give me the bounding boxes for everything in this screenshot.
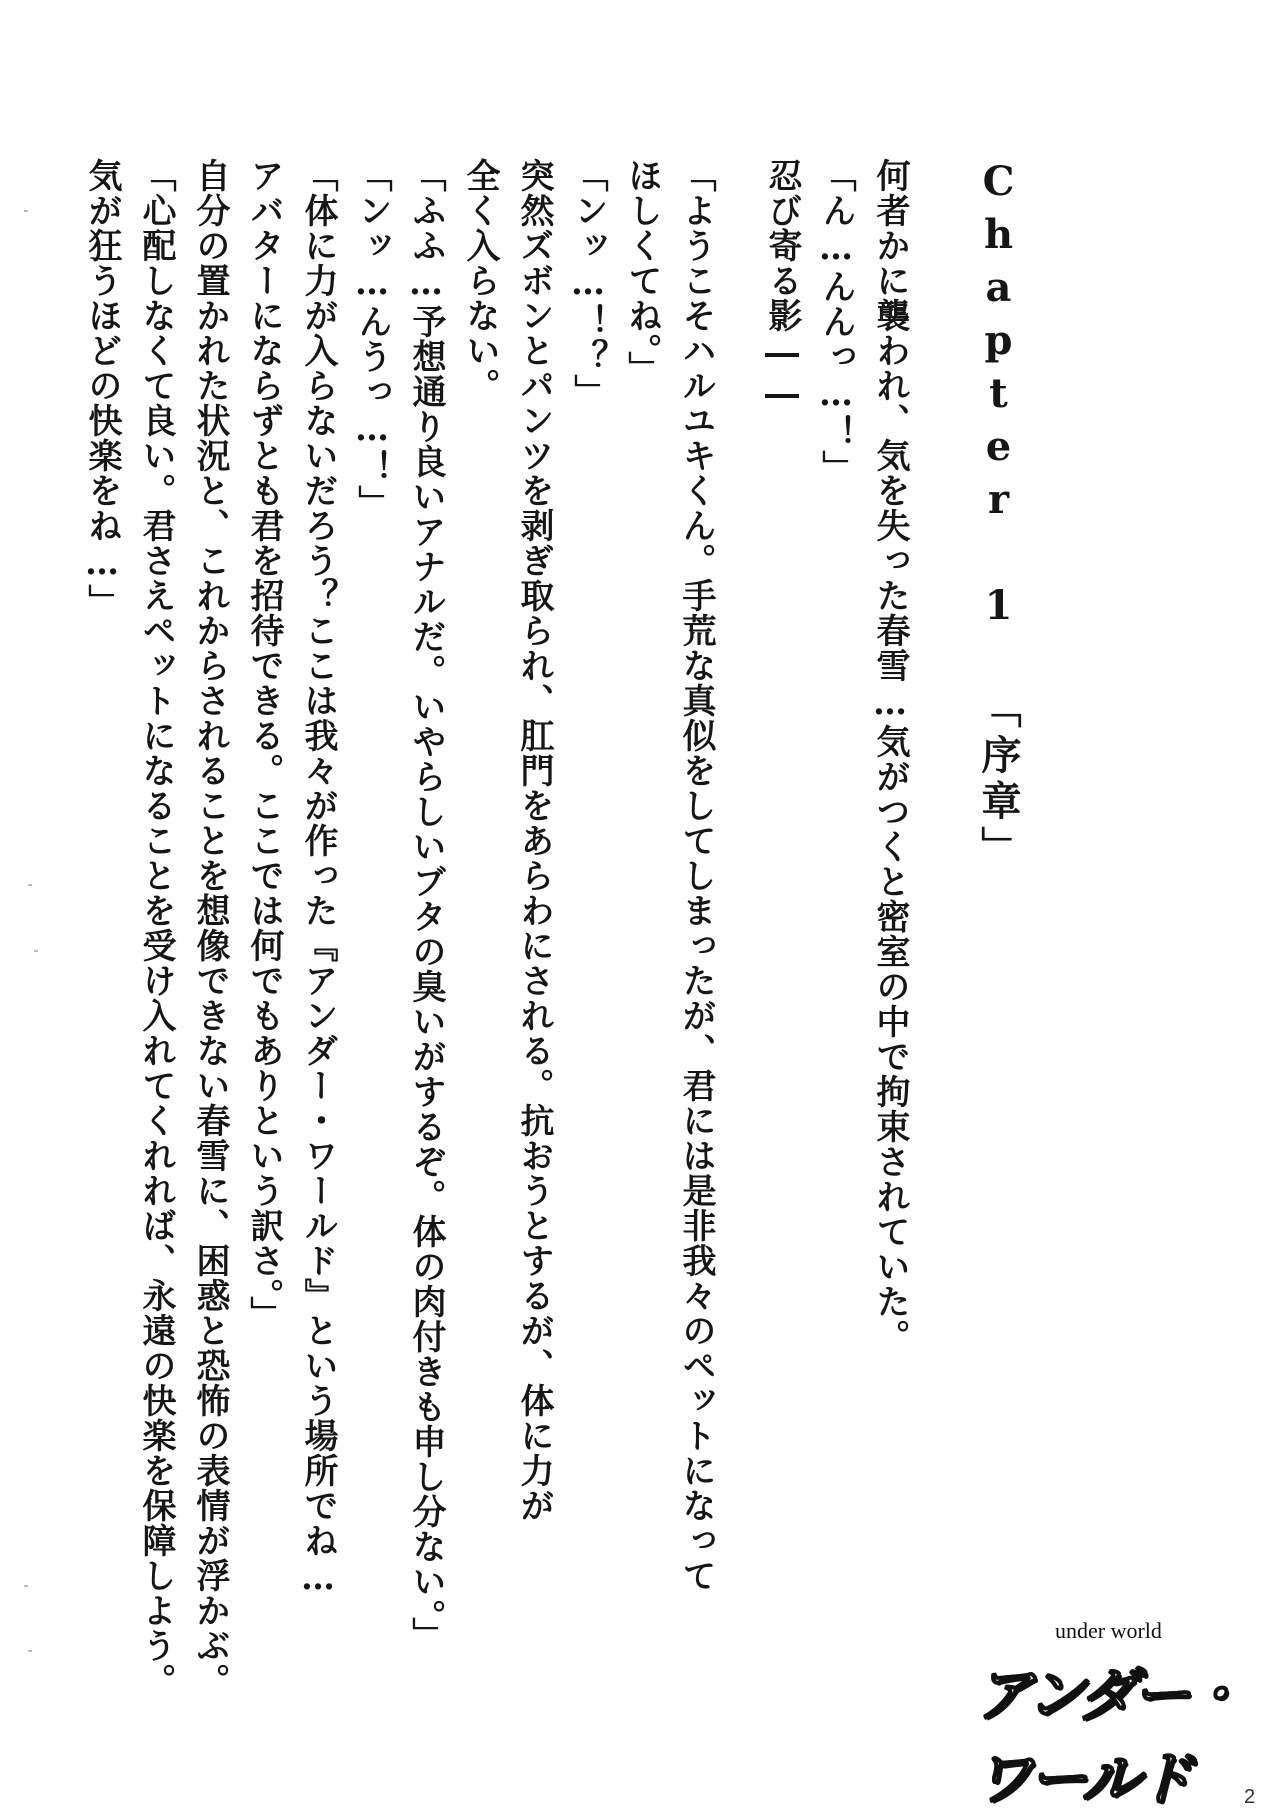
body-line: 全く入らない。: [460, 158, 500, 403]
body-line: ほしくてね。」: [622, 158, 662, 386]
vertical-text-body: [76, 158, 1022, 1698]
section-heading: 忍び寄る影――: [762, 158, 802, 415]
scan-speck: [28, 884, 32, 886]
logo-subtitle: under world: [1055, 1618, 1162, 1643]
intro-line-2: 「ん…んんっ…！」: [816, 158, 856, 485]
page-number: 2: [1244, 1786, 1256, 1808]
scan-speck: [28, 1650, 32, 1652]
body-line: 「体に力が入らないだろう？ここは我々が作った『アンダー・ワールド』という場所でね…: [298, 158, 338, 1599]
chapter-title: Chapter 1 「序章」: [975, 158, 1022, 872]
intro-line-1: 何者かに襲われ、気を失った春雪…気がつくと密室の中で拘束されていた。: [870, 158, 910, 1354]
under-world-logo: [975, 1618, 1255, 1813]
scan-speck: [24, 210, 28, 212]
body-line: アバターにならずとも君を招待できる。ここでは何でもありという訳さ。」: [244, 158, 284, 1331]
scan-speck: [24, 1585, 28, 1587]
body-line: 「ふふ…予想通り良いアナルだ。いやらしいブタの臭いがするぞ。体の肉付きも申し分ない。」: [406, 158, 446, 1652]
body-line: 「ンッ…んうっ…！」: [352, 158, 392, 520]
body-line: 自分の置かれた状況と、これからされることを想像できない春雪に、困惑と恐怖の表情が浮かぶ。: [190, 158, 230, 1698]
body-line: 「ンッ…！？」: [568, 158, 608, 409]
scan-speck: [34, 950, 38, 952]
body-line: 「心配しなくて良い。君さえペットになることを受け入れてくれれば、永遠の快楽を保障しよう。: [136, 158, 176, 1698]
body-line: 突然ズボンとパンツを剥ぎ取られ、肛門をあらわにされる。抗おうとするが、体に力が: [514, 158, 554, 1523]
body-line: 「ようこそハルユキくん。手荒な真似をしてしまったが、君には是非我々のペットになって: [676, 158, 716, 1593]
logo-title: アンダー・ワールド: [975, 1661, 1241, 1813]
body-line: 気が狂うほどの快楽をね…」: [82, 158, 122, 619]
